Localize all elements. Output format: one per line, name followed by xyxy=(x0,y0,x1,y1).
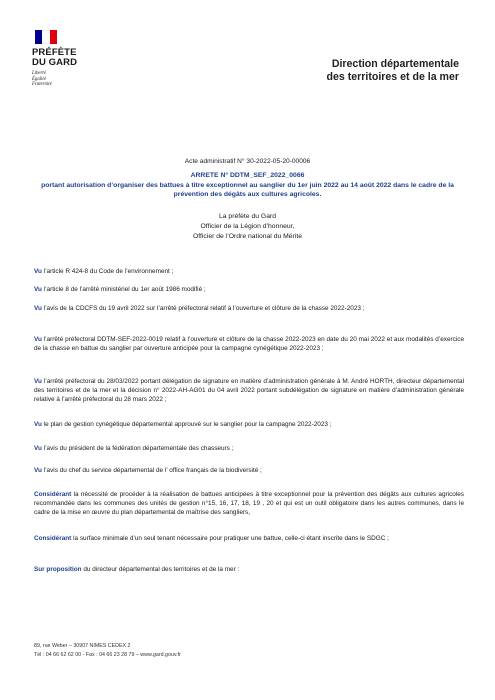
french-flag-icon xyxy=(35,30,57,44)
visa-paragraph: Vu l’avis de la CDCFS du 19 avril 2022 sur l’arrêté préfectoral relatif à l’ouverture et clôture de la chasse 2022-2023 ; xyxy=(34,305,365,312)
visa-paragraph: Vu l’avis du chef du service départemental de l’ office français de la biodiversité ; xyxy=(34,467,262,474)
footer-contact-line: Tél : 04 66 62 62 00 - Fax : 04 66 23 28 79 – www.gard.gouv.fr xyxy=(34,651,181,658)
visa-paragraph: Vu l’avis du président de la fédération départementale des chasseurs ; xyxy=(34,445,234,452)
footer-address xyxy=(34,642,181,660)
logo-title: PRÉFÈTE DU GARD xyxy=(32,47,78,68)
logo-motto: Liberté Égalité Fraternité xyxy=(32,71,52,88)
visa-paragraph: Vu l’arrêté préfectoral du 28/03/2022 portant délégation de signature en matière d’administration générale à M. André HORTH, directeur départemental des territoires et de la mer et la décision n° 2022-AH-AG01 du 04 avril 2022 portant subdélégation de signature en matière d’administration générale relative à l’arrêté préfectoral du 28 mars 2022 ; xyxy=(34,378,464,403)
arrete-title: ARRETE N° DDTM_SEF_2022_0066 xyxy=(190,172,305,179)
visa-paragraph: Vu l’article R 424-8 du Code de l’environnement ; xyxy=(34,268,174,275)
visa-paragraph: Vu le plan de gestion cynégétique départemental approuvé sur le sanglier pour la campagne 2022-2023 ; xyxy=(34,421,332,428)
considerant-paragraph: Considérant la surface minimale d’un seul tenant nécessaire pour pratiquer une battue, celle-ci étant inscrite dans le SDGC ; xyxy=(34,535,389,542)
prefecture-logo xyxy=(32,30,112,88)
acte-reference: Acte administratif N° 30-2022-05-20-00006 xyxy=(184,158,311,165)
visa-paragraph: Vu l’article 8 de l’arrêté ministériel du 1er août 1986 modifié ; xyxy=(34,286,206,293)
signer-block: La préfète du Gard Officier de la Légion d’honneur, Officier de l’Ordre national du Mérite xyxy=(192,213,303,240)
footer-address-line: 89, rue Weber – 30907 NIMES CEDEX 2 xyxy=(34,643,131,649)
arrete-subtitle: portant autorisation d’organiser des battues à titre exceptionnel au sanglier du 1er juin 2022 au 14 août 2022 dans le cadre de la prévention des dégâts aux cultures agricoles. xyxy=(41,182,454,198)
department-header: Direction départementale des territoires et de la mer xyxy=(326,58,459,83)
proposition-paragraph: Sur proposition du directeur départemental des territoires et de la mer : xyxy=(34,566,240,573)
considerant-paragraph: Considérant la nécessité de procéder à la réalisation de battues anticipées à titre exceptionnel pour la prévention des dégâts aux cultures agricoles recommandée dans les communes des unités de gestion n°15, 16, 17, 18, 19 , 20 et qui est un outil obligatoire dans les autres communes, dans le cadre de la mise en œuvre du plan départemental de maîtrise des sangliers, xyxy=(34,491,464,516)
visa-paragraph: Vu l’arrêté préfectoral DDTM-SEF-2022-0019 relatif à l’ouverture et clôture de la chasse 2022-2023 en date du 20 mai 2022 et aux modalités d’exercice de la chasse en battue du sanglier par ouverture anticipée pour la campagne cynégétique 2022-2023 ; xyxy=(34,336,464,352)
